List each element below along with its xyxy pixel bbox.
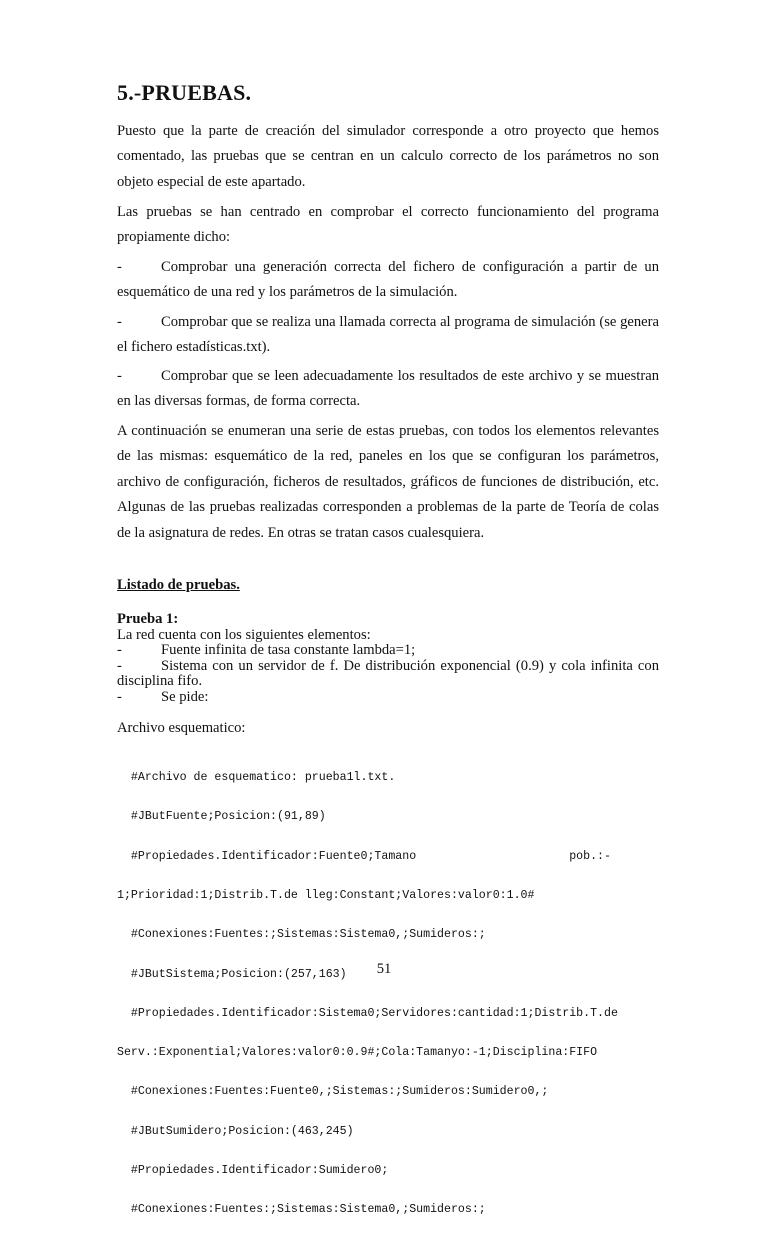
- code-line: #Propiedades.Identificador:Sistema0;Servidores:cantidad:1;Distrib.T.de: [117, 1006, 618, 1020]
- bullet-dash: -: [117, 642, 122, 659]
- bullet-dash: -: [117, 314, 122, 330]
- bullet-dash: -: [117, 657, 122, 674]
- paragraph-intro-text: Puesto que la parte de creación del simulador corresponde a otro proyecto que hemos comentado, las pruebas que se centran en un calculo correcto de los parámetros no son objeto especial de este apartado.: [117, 123, 659, 190]
- code-line: #Conexiones:Fuentes:Fuente0,;Sistemas:;Sumideros:Sumidero0,;: [117, 1085, 549, 1099]
- paragraph-centrado-text: Las pruebas se han centrado en comprobar el correcto funcionamiento del programa propiamente dicho:: [117, 204, 659, 246]
- code-line: #Propiedades.Identificador:Fuente0;Tamano pob.:-: [117, 849, 611, 863]
- prueba-item-2: - Sistema con un servidor de f. De distribución exponencial (0.9) y cola infinita con disciplina fifo.: [117, 657, 659, 690]
- bullet-dash: -: [117, 259, 122, 275]
- prueba-intro: La red cuenta con los siguientes elementos:: [117, 626, 371, 643]
- paragraph-centrado: [117, 200, 659, 251]
- code-line: 1;Prioridad:1;Distrib.T.de lleg:Constant;Valores:valor0:1.0#: [117, 889, 535, 903]
- bullet-item-1: [117, 255, 659, 306]
- section-heading: 5.-PRUEBAS.: [117, 80, 252, 105]
- paragraph-continuacion-text: A continuación se enumeran una serie de estas pruebas, con todos los elementos relevantes de las mismas: esquemático de la red, paneles en los que se configuran los parámetros, archivo de configuración, ficheros de resultados, gráficos de funciones de distribución, etc. Algunas de las pruebas realizadas corresponden a problemas de la parte de Teoría de colas de la asignatura de redes. En otras se tratan casos cualesquiera.: [117, 423, 659, 541]
- bullet-item-2: [117, 310, 659, 361]
- code-line: #JButSumidero;Posicion:(463,245): [117, 1124, 354, 1138]
- bullet-text: Comprobar una generación correcta del fichero de configuración a partir de un esquemático de una red y los parámetros de la simulación.: [117, 259, 659, 301]
- code-line: Serv.:Exponential;Valores:valor0:0.9#;Cola:Tamanyo:-1;Disciplina:FIFO: [117, 1046, 598, 1060]
- bullet-dash: -: [117, 688, 122, 705]
- prueba-title: Prueba 1:: [117, 611, 179, 627]
- code-line: #Propiedades.Identificador:Sumidero0;: [117, 1164, 389, 1177]
- paragraph-intro: [117, 119, 659, 195]
- code-line: #JButSistema;Posicion:(257,163): [117, 967, 347, 981]
- page-number: 51: [376, 961, 392, 977]
- archivo-label: Archivo esquematico:: [117, 719, 246, 736]
- bullet-item-3: [117, 364, 659, 415]
- prueba-item-1: - Fuente infinita de tasa constante lambda=1;: [117, 642, 416, 659]
- paragraph-continuacion: [117, 419, 659, 546]
- prueba-block: [117, 612, 659, 736]
- code-line: #Conexiones:Fuentes:;Sistemas:Sistema0,;Sumideros:;: [117, 1203, 486, 1217]
- code-block: [117, 745, 662, 1243]
- code-line: #JButFuente;Posicion:(91,89): [117, 810, 326, 824]
- prueba-item-3: - Se pide:: [117, 688, 209, 705]
- code-line: #Archivo de esquematico: prueba1l.txt.: [117, 771, 396, 785]
- bullet-dash: -: [117, 368, 122, 384]
- code-line: #Conexiones:Fuentes:;Sistemas:Sistema0,;Sumideros:;: [117, 928, 486, 942]
- bullet-text: Comprobar que se realiza una llamada correcta al programa de simulación (se genera el fichero estadísticas.txt).: [117, 314, 659, 356]
- bullet-text: Comprobar que se leen adecuadamente los resultados de este archivo y se muestran en las diversas formas, de forma correcta.: [117, 368, 659, 410]
- listado-title: Listado de pruebas.: [117, 577, 240, 593]
